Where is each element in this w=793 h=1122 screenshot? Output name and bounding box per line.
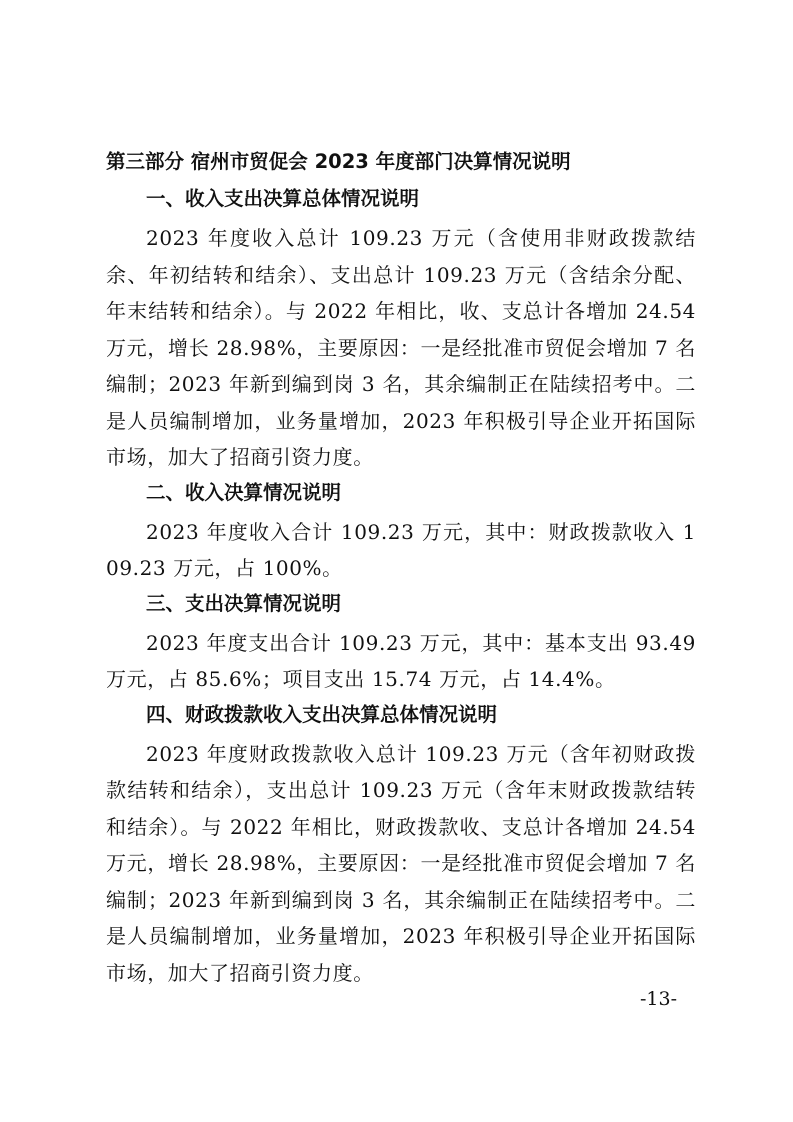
section-paragraph-income-expenditure-overview: 2023 年度收入总计 109.23 万元（含使用非财政拨款结余、年初结转和结余）、支出总计 109.23 万元（含结余分配、年末结转和结余）。与 2022 年相比，收、支总计各增加 24.54 万元，增长 28.98%，主要原因：一是经批准市贸促会增加 7 名编制；2023 年新到编到岗 3 名，其余编制正在陆续招考中。二是人员编制增加，业务量增加，2023 年积极引导企业开拓国际市场，加大了招商引资力度。	[106, 226, 696, 469]
section-heading-income-expenditure-overview: 一、收入支出决算总体情况说明	[146, 187, 420, 210]
section-paragraph-expenditure: 2023 年度支出合计 109.23 万元，其中：基本支出 93.49 万元，占 85.6%；项目支出 15.74 万元，占 14.4%。	[106, 630, 696, 691]
document-title: 第三部分 宿州市贸促会 2023 年度部门决算情况说明	[106, 150, 571, 173]
section-heading-income: 二、收入决算情况说明	[146, 480, 342, 504]
section-heading-expenditure: 三、支出决算情况说明	[146, 591, 342, 615]
section-heading-fiscal-appropriation: 四、财政拨款收入支出决算总体情况说明	[146, 702, 498, 726]
page-number: -13-	[640, 988, 678, 1010]
section-paragraph-fiscal-appropriation: 2023 年度财政拨款收入总计 109.23 万元（含年初财政拨款结转和结余），支出总计 109.23 万元（含年末财政拨款结转和结余）。与 2022 年相比，财政拨款收、支总计各增加 24.54 万元，增长 28.98%，主要原因：一是经批准市贸促会增加 7 名编制；2023 年新到编到岗 3 名，其余编制正在陆续招考中。二是人员编制增加，业务量增加，2023 年积极引导企业开拓国际市场，加大了招商引资力度。	[106, 741, 696, 985]
section-paragraph-income: 2023 年度收入合计 109.23 万元，其中：财政拨款收入 109.23 万元，占 100%。	[106, 519, 696, 580]
document-body	[106, 146, 696, 992]
